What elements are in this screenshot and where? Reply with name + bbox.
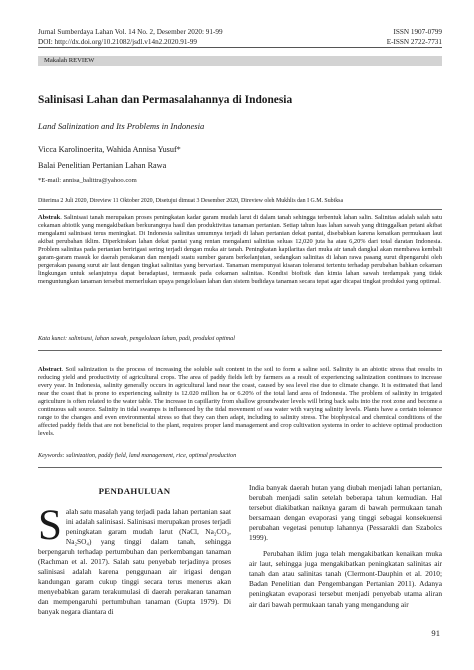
right-column bbox=[249, 483, 442, 619]
english-title: Land Salinization and Its Problems in Indonesia bbox=[38, 121, 205, 131]
abstract-text: . Soil salinization is the process of increasing the soluble salt content in the soil to form a saline soil. Salinity is an abiotic stress that results in reducing yield and productivity of agricultural crops. The area of paddy fields left by farmers as a result of experiencing salinization continues to increase every year. In Indonesia, salinity generally occurs in agricultural land near the coast, caused by sea level rise due to climate change. It is estimated that land near the coast that is prone to experiencing salinity is 12.020 million ha or 6.20% of the total land area of Indonesia. The problem of salinity in irrigated agriculture is often related to the water table. The increase in capillarity from shallow groundwater levels will bring back salts into the root zone and become a continuous salt source. Salinity in tidal swamps is influenced by the tidal movement of sea water with varying salinity levels. Plants have a certain tolerance range to the changes and even environmental stress so that they can then adapt, including to salinity stress. The biophysical and chemical conditions of the affected paddy fields that are not beneficial to the plant, requires proper land management and crop cultivation systems in order to achieve optimal production levels. bbox=[38, 366, 442, 438]
doi-link[interactable]: DOI: http://dx.doi.org/10.21082/jsdl.v14n2.2020.91-99 bbox=[38, 38, 197, 46]
article-title: Salinisasi Lahan dan Permasalahannya di Indonesia bbox=[38, 94, 293, 106]
affiliation: Balai Penelitian Pertanian Lahan Rawa bbox=[38, 161, 167, 170]
kata-kunci: Kata kunci: salinisasi, lahan sawah, pengelolaan lahan, padi, produksi optimal bbox=[38, 335, 442, 351]
email[interactable]: *E-mail: annisa_balittra@yahoo.com bbox=[38, 177, 137, 184]
issn: ISSN 1907-0799 bbox=[393, 28, 442, 36]
article-type: Makalah REVIEW bbox=[44, 57, 95, 64]
authors: Vicca Karolinoerita, Wahida Annisa Yusuf* bbox=[38, 145, 181, 154]
section-title: PENDAHULUAN bbox=[98, 486, 171, 496]
abstract-label: Abstract bbox=[38, 366, 62, 373]
eissn: E-ISSN 2722-7731 bbox=[386, 38, 442, 46]
abstrak-indonesian bbox=[38, 214, 442, 326]
abstrak-text: . Salinisasi tanah merupakan proses peningkatan kadar garam mudah larut di dalam tanah sehingga terbentuk lahan salin. Salinitas adalah salah satu cekaman abiotik yang mengakibatkan berkurangnya hasil dan produktivitas tanaman pertanian. Setiap tahun luas lahan sawah yang ditinggalkan petani akibat mengalami salinisasi terus meningkat. Di Indonesia salinitas umumnya terjadi di lahan pertanian dekat pantai, disebabkan karena kenaikan permukaan laut akibat perubahan iklim. Diperkirakan lahan dekat pantai yang rentan mengalami salinitas seluas 12,020 juta ha atau 6,20% dari total daratan Indonesia. Problem salinitas pada pertanian beririgasi sering terjadi dengan muka air tanah. Peningkatan kapilaritas dari muka air tanah dangkal akan membawa kembali garam-garam masuk ke daerah perakaran dan menjadi suatu sumber garam berkelanjutan, sedangkan salinitas di lahan rawa pasang surut dipengaruhi oleh pergerakan pasang surut air laut dengan tingkat salinitas yang bervariasi. Tanaman mempunyai kisaran toleransi tertentu terhadap perubahan bahkan cekaman lingkungan untuk selanjutnya dapat beradaptasi, termasuk pada cekaman salinitas. Kondisi biofisik dan kimia lahan sawah terdampak yang tidak menguntungkan tanaman tersebut memerlukan upaya pengelolaan lahan dan sistem budidaya tanaman secara tepat agar dicapai tingkat produksi yang optimal. bbox=[38, 214, 442, 286]
page-number: 91 bbox=[431, 628, 440, 638]
right-paragraph-2: Perubahan iklim juga telah mengakibatkan kenaikan muka air laut, sehingga juga mengakibatkan peningkatan salinitas air tanah dan atau salinitas tanah (Clermont-Dauphin et al. 2010; Badan Penelitian dan Pengembangan Pertanian 2011). Adanya peningkatan evaporasi tersebut menjadi penyebab utama aliran air dari bawah permukaan tanah yang mengandung air bbox=[249, 549, 442, 609]
journal-citation: Jurnal Sumberdaya Lahan Vol. 14 No. 2, Desember 2020: 91-99 bbox=[38, 28, 223, 36]
article-dates: Diterima 2 Juli 2020, Direview 11 Oktober 2020, Disetujui dimuat 3 Desember 2020, Direview oleh Mukhlis dan I G.M. Subiksa bbox=[38, 198, 442, 210]
abstract-english bbox=[38, 366, 442, 446]
drop-cap: S bbox=[38, 507, 62, 549]
right-paragraph-1: India banyak daerah hutan yang diubah menjadi lahan pertanian, berubah menjadi salin setelah beberapa tahun kemudian. Hal tersebut diakibatkan naiknya garam di bawah permukaan tanah bersamaan dengan evaporasi yang tinggi sebagai konsekuensi perubahan vegetasi penutup lahannya (Pessarakli dan Szabolcs 1999). bbox=[249, 483, 442, 543]
left-column bbox=[38, 507, 231, 617]
intro-text: alah satu masalah yang terjadi pada lahan pertanian saat ini adalah salinisasi. Salinisasi merupakan proses terjadi peningkatan garam mudah larut (NaCl, Na₂CO₃, Na₂SO₄) yang tinggi dalam tanah, sehingga berpengaruh terhadap pertumbuhan dan perkembangan tanaman (Rachman et al. 2017). Salah satu penyebab terjadinya proses salinisasi adalah karena penggunaan air irigasi dengan kandungan garam cukup tinggi secara terus menerus akan menyebabkan garam terakumulasi di daerah perakaran tanaman dan mempengaruhi pertumbuhan tanaman (Gupta 1979). Di banyak negara diantara di bbox=[38, 507, 231, 617]
abstrak-label: Abstrak bbox=[38, 214, 61, 221]
journal-header bbox=[38, 28, 442, 48]
article-type-bar bbox=[38, 56, 442, 66]
keywords: Keywords: salinization, paddy field, land management, rice, optimal production bbox=[38, 452, 442, 468]
intro-paragraph bbox=[38, 507, 231, 617]
